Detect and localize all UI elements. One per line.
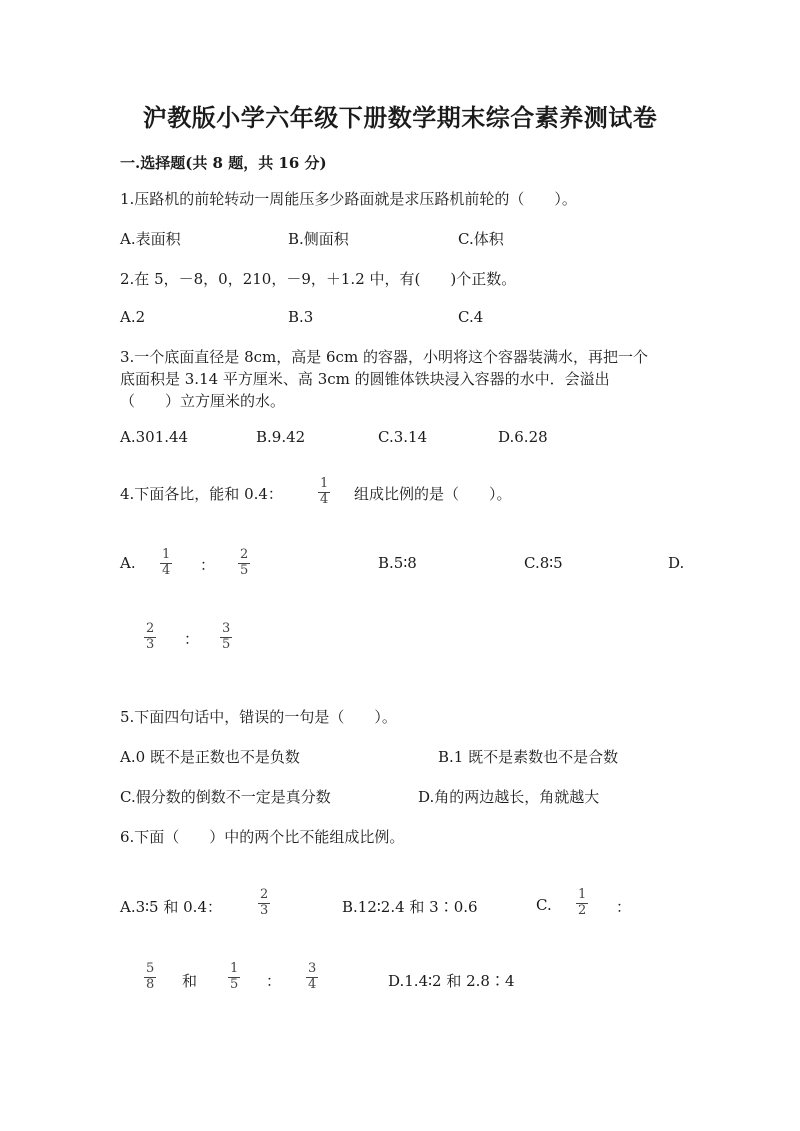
q6-option-d[interactable]: D.1.4∶2 和 2.8∶4 xyxy=(388,972,515,990)
q2-option-a[interactable]: A.2 xyxy=(120,308,146,326)
ratio-colon: ： xyxy=(200,556,216,574)
question-6-stem: 6.下面（ ）中的两个比不能组成比例。 xyxy=(120,828,405,846)
q2-option-c[interactable]: C.4 xyxy=(458,308,484,326)
page-title: 沪教版小学六年级下册数学期末综合素养测试卷 xyxy=(142,103,658,132)
q1-option-c[interactable]: C.体积 xyxy=(458,230,504,248)
q3-option-b[interactable]: B.9.42 xyxy=(256,428,306,446)
q4-option-b[interactable]: B.5∶8 xyxy=(378,554,417,572)
fraction-denominator: 5 xyxy=(230,976,239,992)
fraction-denominator: 8 xyxy=(146,976,155,992)
q5-option-a[interactable]: A.0 既不是正数也不是负数 xyxy=(120,748,300,766)
fraction-numerator: 5 xyxy=(146,961,155,976)
question-3-line-2: 底面积是 3.14 平方厘米、高 3cm 的圆锥体铁块浸入容器的水中．会溢出 xyxy=(120,370,610,388)
fraction-denominator: 4 xyxy=(162,562,171,578)
question-3-line-3: （ ）立方厘米的水。 xyxy=(120,392,286,410)
fraction-denominator: 3 xyxy=(260,902,269,918)
fraction-denominator: 5 xyxy=(222,636,231,652)
fraction-denominator: 5 xyxy=(240,562,249,578)
q6-option-c-label: C. xyxy=(536,896,552,914)
fraction-denominator: 4 xyxy=(320,491,329,507)
fraction-numerator: 1 xyxy=(162,547,171,562)
q3-option-a[interactable]: A.301.44 xyxy=(120,428,189,446)
q4-option-c[interactable]: C.8∶5 xyxy=(524,554,563,572)
fraction-numerator: 3 xyxy=(222,621,231,636)
question-4-stem-pre: 4.下面各比，能和 0.4： xyxy=(120,485,283,503)
q1-option-b[interactable]: B.侧面积 xyxy=(288,230,349,248)
conjunction-text: 和 xyxy=(182,972,198,990)
q6-option-a[interactable] xyxy=(120,888,280,928)
fraction-denominator: 4 xyxy=(308,976,317,992)
fraction-numerator: 3 xyxy=(308,961,317,976)
ratio-colon: ： xyxy=(184,630,200,648)
ratio-colon: ： xyxy=(266,972,282,990)
q4-option-d-label[interactable]: D. xyxy=(668,554,685,572)
q3-option-c[interactable]: C.3.14 xyxy=(378,428,428,446)
question-1-stem: 1.压路机的前轮转动一周能压多少路面就是求压路机前轮的（ ）。 xyxy=(120,190,577,208)
question-5-stem: 5.下面四句话中，错误的一句是（ ）。 xyxy=(120,708,397,726)
q4-option-d-value[interactable] xyxy=(144,622,254,662)
q6-option-a-text: A.3∶5 和 0.4： xyxy=(120,898,222,916)
q3-option-d[interactable]: D.6.28 xyxy=(498,428,548,446)
fraction-numerator: 2 xyxy=(240,547,249,562)
question-4-stem-post: 组成比例的是（ ）。 xyxy=(354,485,512,503)
question-2-stem: 2.在 5，－8，0，210，－9，＋1.2 中，有( )个正数。 xyxy=(120,270,517,288)
fraction-numerator: 2 xyxy=(146,621,155,636)
q6-option-b[interactable]: B.12∶2.4 和 3∶0.6 xyxy=(342,898,478,916)
fraction-denominator: 3 xyxy=(146,636,155,652)
section-heading: 一.选择题(共 8 题，共 16 分) xyxy=(120,154,327,172)
q2-option-b[interactable]: B.3 xyxy=(288,308,314,326)
question-3-line-1: 3.一个底面直径是 8cm，高是 6cm 的容器，小明将这个容器装满水，再把一个 xyxy=(120,348,648,366)
q5-option-b[interactable]: B.1 既不是素数也不是合数 xyxy=(438,748,619,766)
q5-option-d[interactable]: D.角的两边越长，角就越大 xyxy=(418,788,600,806)
fraction-numerator: 1 xyxy=(230,961,239,976)
fraction-numerator: 1 xyxy=(320,476,329,491)
ratio-colon: ： xyxy=(616,898,632,916)
q4-option-a-label: A. xyxy=(120,554,136,572)
q6-option-c-continued[interactable] xyxy=(144,962,334,1002)
q6-option-c[interactable] xyxy=(536,888,636,928)
fraction-numerator: 2 xyxy=(260,887,269,902)
q1-option-a[interactable]: A.表面积 xyxy=(120,230,181,248)
fraction-denominator: 2 xyxy=(578,902,587,918)
q4-stem-fraction xyxy=(318,477,330,508)
fraction-numerator: 1 xyxy=(578,887,587,902)
q5-option-c[interactable]: C.假分数的倒数不一定是真分数 xyxy=(120,788,331,806)
